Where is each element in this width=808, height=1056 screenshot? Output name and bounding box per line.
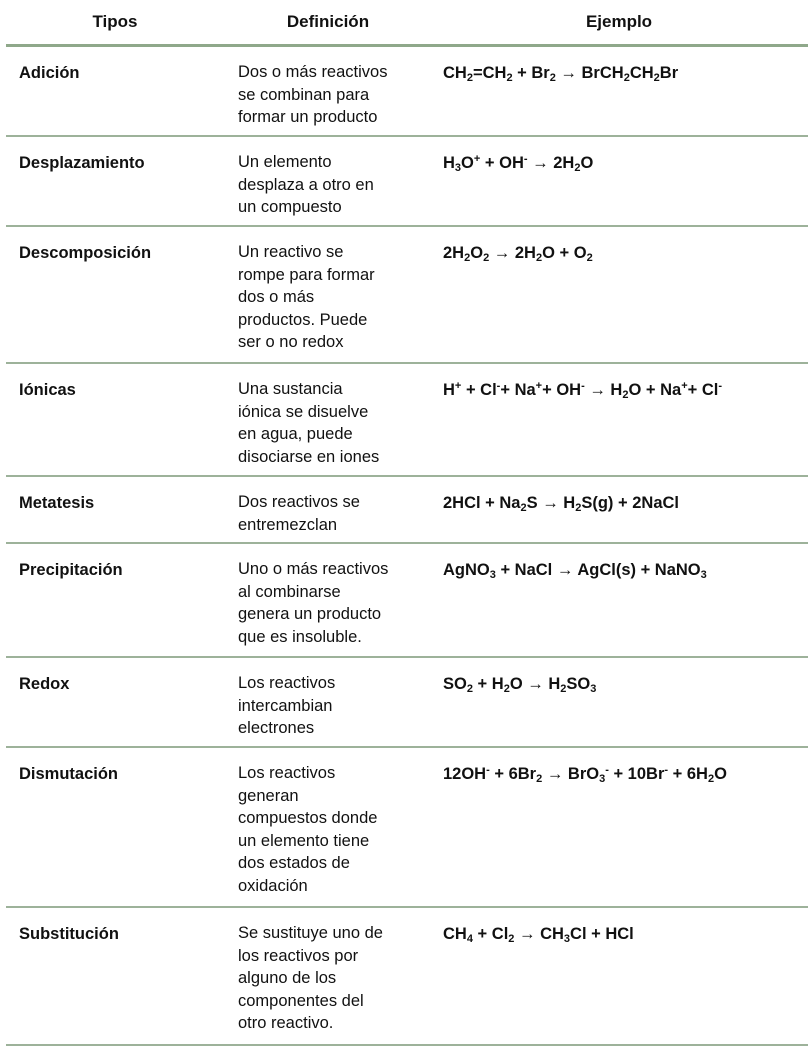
header-ejemplo: Ejemplo <box>585 12 653 31</box>
row-tipo: Descomposición <box>19 244 152 262</box>
table-row <box>0 748 808 908</box>
row-definicion: Los reactivos intercambian electrones <box>238 674 336 737</box>
table-row <box>0 47 808 137</box>
table-row <box>0 364 808 477</box>
header-definicion: Definición <box>286 12 370 31</box>
row-tipo: Iónicas <box>19 381 76 399</box>
row-ejemplo: $2H_2O_2 \to 2H_2O + O_2$ <box>443 244 593 264</box>
row-definicion: Se sustituye uno de los reactivos por alguno de los componentes del otro reactivo. <box>238 924 383 1032</box>
table-row <box>0 227 808 364</box>
row-separator <box>6 1044 808 1046</box>
row-tipo: Metatesis <box>19 494 95 512</box>
table-row <box>0 137 808 227</box>
row-ejemplo: $H_3O^+ + OH^- \to 2H_2O$ <box>443 153 594 174</box>
table-header <box>0 0 808 44</box>
row-tipo: Dismutación <box>19 765 119 783</box>
table-row <box>0 544 808 658</box>
row-definicion: Una sustancia iónica se disuelve en agua, puede disociarse en iones <box>238 380 380 466</box>
row-ejemplo: $H^+ + Cl^-+ Na^++ OH^- \to H_2O + Na^++ Cl^-$ <box>443 380 723 401</box>
row-tipo: Adición <box>19 64 80 82</box>
row-ejemplo: $2HCl + Na_2S \to H_2S(g)$ + 2NaCl <box>443 494 679 514</box>
row-ejemplo: $CH_2=CH_2 + Br_2$ → $BrCH_2CH_2Br$ <box>443 64 679 84</box>
row-definicion: Un reactivo se rompe para formar dos o más productos. Puede ser o no redox <box>238 243 375 351</box>
row-definicion: Uno o más reactivos al combinarse genera un producto que es insoluble. <box>238 560 389 646</box>
table-row <box>0 658 808 748</box>
row-definicion: Dos reactivos se entremezclan <box>238 493 360 534</box>
row-tipo: Desplazamiento <box>19 154 145 172</box>
row-definicion: Los reactivos generan compuestos donde un elemento tiene dos estados de oxidación <box>238 764 378 895</box>
row-definicion: Un elemento desplaza a otro en un compuesto <box>238 153 374 216</box>
header-tipos: Tipos <box>92 12 138 31</box>
row-ejemplo: $SO_2 + H_2O \to H_2SO_3$ <box>443 675 597 695</box>
table-row <box>0 908 808 1046</box>
row-tipo: Substitución <box>19 925 119 943</box>
row-definicion: Dos o más reactivos se combinan para formar un producto <box>238 63 388 126</box>
row-tipo: Precipitación <box>19 561 123 579</box>
row-tipo: Redox <box>19 675 70 693</box>
row-ejemplo: $12OH^- + 6Br_2 \to BrO_3^- + 10Br^- + 6H_2O$ <box>443 764 727 785</box>
table-row <box>0 477 808 544</box>
row-ejemplo: AgNO$_3$ + NaCl → AgCl(s) + NaNO$_3$ <box>443 561 707 581</box>
row-ejemplo: $CH_4 + Cl_2 \to CH_3Cl$ + HCl <box>443 925 634 945</box>
